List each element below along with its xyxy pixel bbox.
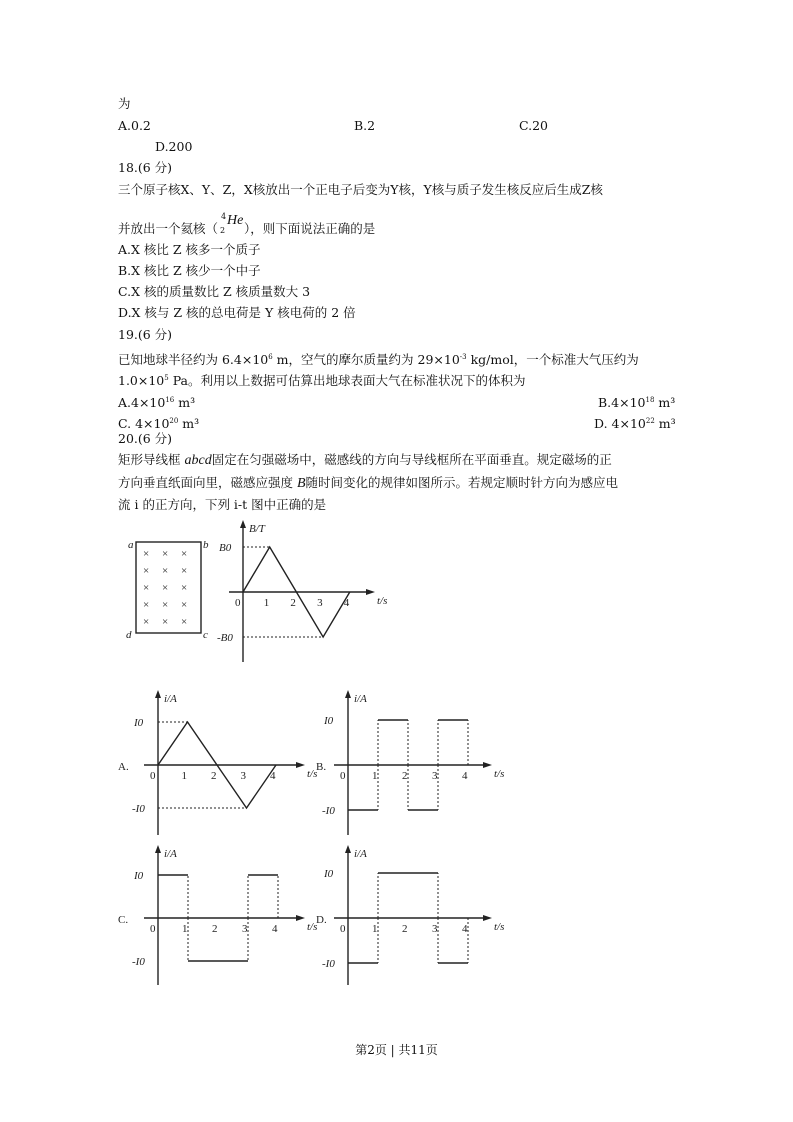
q20-var-b: B [296,476,306,491]
graph-C-tick-label: 1 [182,923,188,935]
he-charge: 2 [220,226,226,235]
q20-number: 20.(6 分) [118,431,173,446]
field-cross-icon: × [162,616,169,628]
field-cross-icon: × [181,616,188,628]
graph-B-tick-label: 4 [462,770,468,782]
graph-C-y-pos-label: I0 [134,870,144,882]
q17-option-c: C.20 [519,118,548,133]
graph-C-x-label: t/s [307,921,318,933]
field-cross-icon: × [143,582,150,594]
graph-B-y-pos-label: I0 [324,715,334,727]
q19-l1b: m，空气的摩尔质量约为 29×10 [272,352,460,367]
field-cross-icon: × [162,565,169,577]
field-cross-icon: × [181,582,188,594]
opt-unit: m³ [178,416,200,431]
field-cross-icon: × [162,582,169,594]
graph-A-tick-label: 1 [181,770,187,782]
graph-D-tick-label: 1 [372,923,378,935]
field-cross-icon: × [143,565,150,577]
graph-B-option-label: B. [316,761,327,773]
graph-B-tick-label: 3 [432,770,438,782]
corner-label-d: d [126,629,132,641]
page-footer: 第2页 | 共11页 [355,1043,438,1057]
field-cross-icon: × [162,599,169,611]
q17-option-a: A.0.2 [118,118,151,133]
graph-C-tick-label: 4 [272,923,278,935]
q18-option-b: B.X 核比 Z 核少一个中子 [118,263,261,278]
q20-l1b: 固定在匀强磁场中，磁感线的方向与导线框所在平面垂直。规定磁场的正 [211,452,612,467]
graph-C-option-label: C. [118,914,129,926]
corner-label-b: b [203,539,209,551]
opt-pre: B.4×10 [598,395,646,410]
corner-label-c: c [203,629,208,641]
graph-D-tick-label: 2 [402,923,408,935]
q18-option-d: D.X 核与 Z 核的总电荷是 Y 核电荷的 2 倍 [118,305,356,320]
graph-B-y-arrow-icon [345,690,351,698]
graph-A-option-label: A. [118,761,129,773]
graph-D-y-arrow-icon [345,845,351,853]
graph-B-t-y-label: B/T [249,523,265,535]
corner-label-a: a [128,539,134,551]
graph-A-y-arrow-icon [155,690,161,698]
graph-B-tick-label: 0 [340,770,346,782]
field-cross-icon: × [162,548,169,560]
q19-l1c: kg/mol，一个标准大气压约为 [466,352,639,367]
graph-C-x-arrow-icon [296,915,305,921]
graph-D-tick-label: 0 [340,923,346,935]
he-symbol: He [227,213,244,228]
opt-unit: m³ [654,416,676,431]
graph-B-t-tick-label: 0 [235,597,241,609]
graph-B-tick-label: 2 [402,770,408,782]
graph-D-x-label: t/s [494,921,505,933]
graph-D-tick-label: 3 [432,923,438,935]
field-cross-icon: × [181,599,188,611]
q20-l1a: 矩形导线框 [118,452,185,467]
opt-unit: m³ [654,395,676,410]
q18-stem-pre: 并放出一个氦核（ [118,221,219,236]
q20-l2b: 随时间变化的规律如图所示。若规定顺时针方向为感应电 [305,475,619,490]
opt-exp: 16 [165,396,175,404]
q19-exp3: 5 [164,374,169,382]
field-cross-icon: × [181,565,188,577]
graph-B-y-label: i/A [354,693,367,705]
graph-B-t-y-arrow-icon [240,520,246,528]
graph-D-option-label: D. [316,914,327,926]
graph-A-tick-label: 3 [240,770,246,782]
graph-D-y-neg-label: -I0 [322,958,335,970]
q19-exp1: 6 [268,353,273,361]
graph-C-tick-label: 3 [242,923,248,935]
q18-stem-post: ），则下面说法正确的是 [244,221,376,236]
graph-A-tick-label: 0 [150,770,156,782]
graph-C-tick-label: 2 [212,923,218,935]
q19-l2b: Pa。利用以上数据可估算出地球表面大气在标准状况下的体积为 [168,373,526,388]
opt-pre: D. 4×10 [594,416,646,431]
q17-option-b: B.2 [354,118,376,133]
graph-C-y-label: i/A [164,848,177,860]
field-cross-icon: × [143,548,150,560]
graph-B-y-neg-label: -I0 [322,805,335,817]
graph-A-y-pos-label: I0 [134,717,144,729]
he-mass: 4 [221,212,227,221]
field-cross-icon: × [181,548,188,560]
graph-B-t-x-arrow-icon [366,589,375,595]
graph-B-x-label: t/s [494,768,505,780]
q18-option-a: A.X 核比 Z 核多一个质子 [118,242,261,257]
opt-unit: m³ [174,395,196,410]
graph-A-y-label: i/A [164,693,177,705]
graph-C-y-arrow-icon [155,845,161,853]
graph-B-t-tick-label: 2 [290,597,296,609]
q18-stem-line1: 三个原子核X、Y、Z，X核放出一个正电子后变为Y核，Y核与质子发生核反应后生成Z核 [118,182,603,197]
opt-exp: 18 [645,396,655,404]
graph-D-x-arrow-icon [483,915,492,921]
graph-B-t-y-pos-label: B0 [219,542,232,554]
q18-option-c: C.X 核的质量数比 Z 核质量数大 3 [118,284,311,299]
opt-exp: 22 [645,417,655,425]
q19-l2a: 1.0×10 [118,373,165,388]
q20-stem-line3: 流 i 的正方向，下列 i-t 图中正确的是 [118,497,327,512]
graph-B-t-x-label: t/s [377,595,388,607]
q19-exp2: -3 [459,353,467,361]
q18-number: 18.(6 分) [118,160,173,175]
graph-B-x-arrow-icon [483,762,492,768]
q19-number: 19.(6 分) [118,327,173,342]
graph-B-t-tick-label: 3 [317,597,323,609]
graph-B-t-tick-label: 1 [263,597,270,609]
q19-l1a: 已知地球半径约为 6.4×10 [118,352,269,367]
graph-D-y-pos-label: I0 [324,868,334,880]
graph-B-tick-label: 1 [372,770,378,782]
graph-D-y-label: i/A [354,848,367,860]
field-cross-icon: × [143,616,150,628]
graph-A-x-arrow-icon [296,762,305,768]
graph-A-tick-label: 4 [270,770,276,782]
q17-stem-tail: 为 [118,96,131,111]
field-cross-icon: × [143,599,150,611]
opt-pre: A.4×10 [118,395,166,410]
opt-exp: 20 [169,417,179,425]
opt-pre: C. 4×10 [118,416,170,431]
graph-C-y-neg-label: -I0 [132,956,145,968]
graph-B-t-tick-label: 4 [343,597,350,609]
graph-A-tick-label: 2 [211,770,217,782]
q20-var-abcd: abcd [184,453,212,468]
graph-C-tick-label: 0 [150,923,156,935]
graph-D-tick-label: 4 [462,923,468,935]
graph-A-y-neg-label: -I0 [132,803,145,815]
q17-option-d: D.200 [155,139,193,154]
graph-A-x-label: t/s [307,768,318,780]
graph-B-t-y-neg-label: -B0 [217,632,233,644]
q20-l2a: 方向垂直纸面向里，磁感应强度 [118,475,297,490]
